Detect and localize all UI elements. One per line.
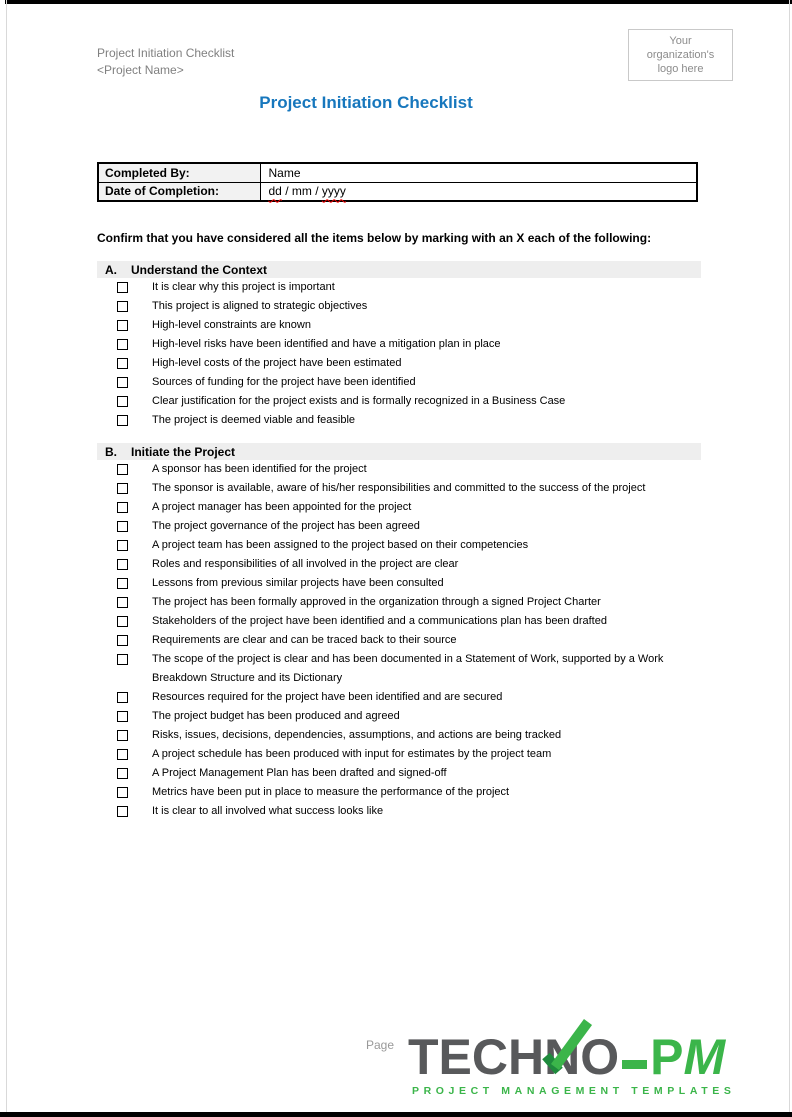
checklist-item-text: This project is aligned to strategic objectives [152,300,368,312]
checklist-item-text: Stakeholders of the project have been identified and a communications plan has been drafted [152,615,607,627]
checklist-item-text: The project has been formally approved in the organization through a signed Project Charter [152,596,601,608]
checklist-item [97,536,701,555]
date-dd[interactable]: dd [268,184,282,199]
checklist-item-text: The sponsor is available, aware of his/her responsibilities and committed to the success of the project [152,482,646,494]
logo-placeholder-line: logo here [657,63,704,75]
header-project-name: <Project Name> [97,63,184,77]
brand-wordmark [408,1029,753,1085]
checkbox[interactable] [117,806,128,817]
table-row [98,163,697,182]
section-a [97,261,701,430]
checkbox[interactable] [117,521,128,532]
checkbox[interactable] [117,730,128,741]
checkbox[interactable] [117,339,128,350]
checklist-item [97,335,701,354]
section-id: A. [105,262,117,277]
checklist-item [97,726,701,745]
techno-pm-logo [408,1030,753,1097]
checkbox[interactable] [117,377,128,388]
checkbox[interactable] [117,616,128,627]
checklist-item [97,688,701,707]
page-right-edge [789,0,790,1117]
checkbox[interactable] [117,320,128,331]
page-bottom-edge [0,1112,792,1117]
checklist-sections [97,261,701,821]
logo-placeholder-line: Your [669,35,692,47]
checkbox[interactable] [117,282,128,293]
checklist-item-text: Sources of funding for the project have been identified [152,376,416,388]
checklist-item [97,479,701,498]
section-b [97,443,701,821]
date-of-completion-value[interactable] [260,182,697,201]
checkbox[interactable] [117,692,128,703]
page-top-edge [5,0,792,4]
checkbox[interactable] [117,787,128,798]
checklist-item-text: A Project Management Plan has been drafted and signed-off [152,767,447,779]
section-header [97,443,701,460]
checkbox[interactable] [117,464,128,475]
checklist-item-text: A project team has been assigned to the project based on their competencies [152,539,529,551]
date-separator: / [311,184,322,199]
checklist-item-text: A sponsor has been identified for the project [152,463,367,475]
checklist-item-text: The project budget has been produced and agreed [152,710,400,722]
checklist-item [97,316,701,335]
checkbox[interactable] [117,654,128,665]
checkbox[interactable] [117,711,128,722]
date-mm[interactable]: mm [291,184,312,199]
checkbox[interactable] [117,483,128,494]
brand-text-o: O [580,1029,620,1085]
completed-by-label: Completed By: [98,163,260,182]
checkmark-icon [540,1016,592,1082]
logo-placeholder-line: organization's [646,49,715,61]
checklist-item [97,802,701,821]
checklist-item [97,278,701,297]
checklist-item [97,498,701,517]
document-header-text [97,45,234,79]
completion-info-table [97,162,698,202]
checklist-item [97,745,701,764]
brand-dash [622,1060,647,1069]
checklist-item [97,764,701,783]
checkbox[interactable] [117,502,128,513]
completed-by-value[interactable]: Name [260,163,697,182]
table-row [98,182,697,201]
checkbox[interactable] [117,749,128,760]
section-id: B. [105,444,117,459]
checklist-item [97,373,701,392]
checkbox[interactable] [117,396,128,407]
checkbox[interactable] [117,635,128,646]
brand-text-tech: TECH [408,1029,545,1085]
checklist-item-text: High-level risks have been identified and have a mitigation plan in place [152,338,501,350]
checkbox[interactable] [117,540,128,551]
section-header [97,261,701,278]
section-title: Initiate the Project [131,444,236,459]
brand-text-n: N [544,1032,580,1082]
checklist-item-text: Clear justification for the project exists and is formally recognized in a Business Case [152,395,566,407]
checklist-item [97,411,701,430]
section-title: Understand the Context [131,262,268,277]
checklist-item-text: A project manager has been appointed for the project [152,501,412,513]
checklist-item-text: Requirements are clear and can be traced back to their source [152,634,457,646]
checklist-item [97,707,701,726]
checklist-item-text: Resources required for the project have been identified and are secured [152,691,503,703]
checklist-item-text: The project is deemed viable and feasible [152,414,356,426]
instruction-text: Confirm that you have considered all the items below by marking with an X each of the following: [97,231,652,245]
checkbox[interactable] [117,358,128,369]
header-doc-name: Project Initiation Checklist [97,46,235,60]
page-left-edge [6,0,7,1117]
checklist-item [97,354,701,373]
checklist-item [97,297,701,316]
checklist-item [97,650,701,688]
checklist-item [97,460,701,479]
page-title: Project Initiation Checklist [259,93,473,112]
checklist-item-text: It is clear to all involved what success looks like [152,805,384,817]
checklist-item [97,783,701,802]
checklist-item-text: Metrics have been put in place to measure the performance of the project [152,786,510,798]
brand-text-p: P [650,1029,684,1085]
footer-page-label: Page [366,1038,395,1052]
checkbox[interactable] [117,578,128,589]
checklist-item-text: The project governance of the project has been agreed [152,520,420,532]
checklist-item-text: Roles and responsibilities of all involved in the project are clear [152,558,459,570]
logo-placeholder-box[interactable] [628,29,733,81]
brand-text-m: M [683,1029,726,1085]
checklist-item-text: A project schedule has been produced with input for estimates by the project team [152,748,552,760]
checklist-item [97,612,701,631]
checklist-item [97,574,701,593]
checkbox[interactable] [117,301,128,312]
checkbox[interactable] [117,768,128,779]
date-separator: / [281,184,292,199]
checklist-item-text: The scope of the project is clear and has been documented in a Statement of Work, supported by a Work Breakdown Structure and its Dictionary [152,653,664,684]
checklist-item-text: Risks, issues, decisions, dependencies, assumptions, and actions are being tracked [152,729,562,741]
checklist-item [97,555,701,574]
checklist-item [97,593,701,612]
checkbox[interactable] [117,415,128,426]
checklist-item-text: High-level costs of the project have been estimated [152,357,402,369]
checklist-item [97,631,701,650]
checklist-item [97,517,701,536]
checklist-item [97,392,701,411]
date-yyyy[interactable]: yyyy [321,184,346,199]
checklist-item-text: It is clear why this project is important [152,281,335,293]
brand-subtitle: PROJECT MANAGEMENT TEMPLATES [412,1085,736,1097]
checklist-item-text: Lessons from previous similar projects have been consulted [152,577,444,589]
checklist-item-text: High-level constraints are known [152,319,311,331]
checkbox[interactable] [117,559,128,570]
date-of-completion-label: Date of Completion: [98,182,260,201]
checkbox[interactable] [117,597,128,608]
